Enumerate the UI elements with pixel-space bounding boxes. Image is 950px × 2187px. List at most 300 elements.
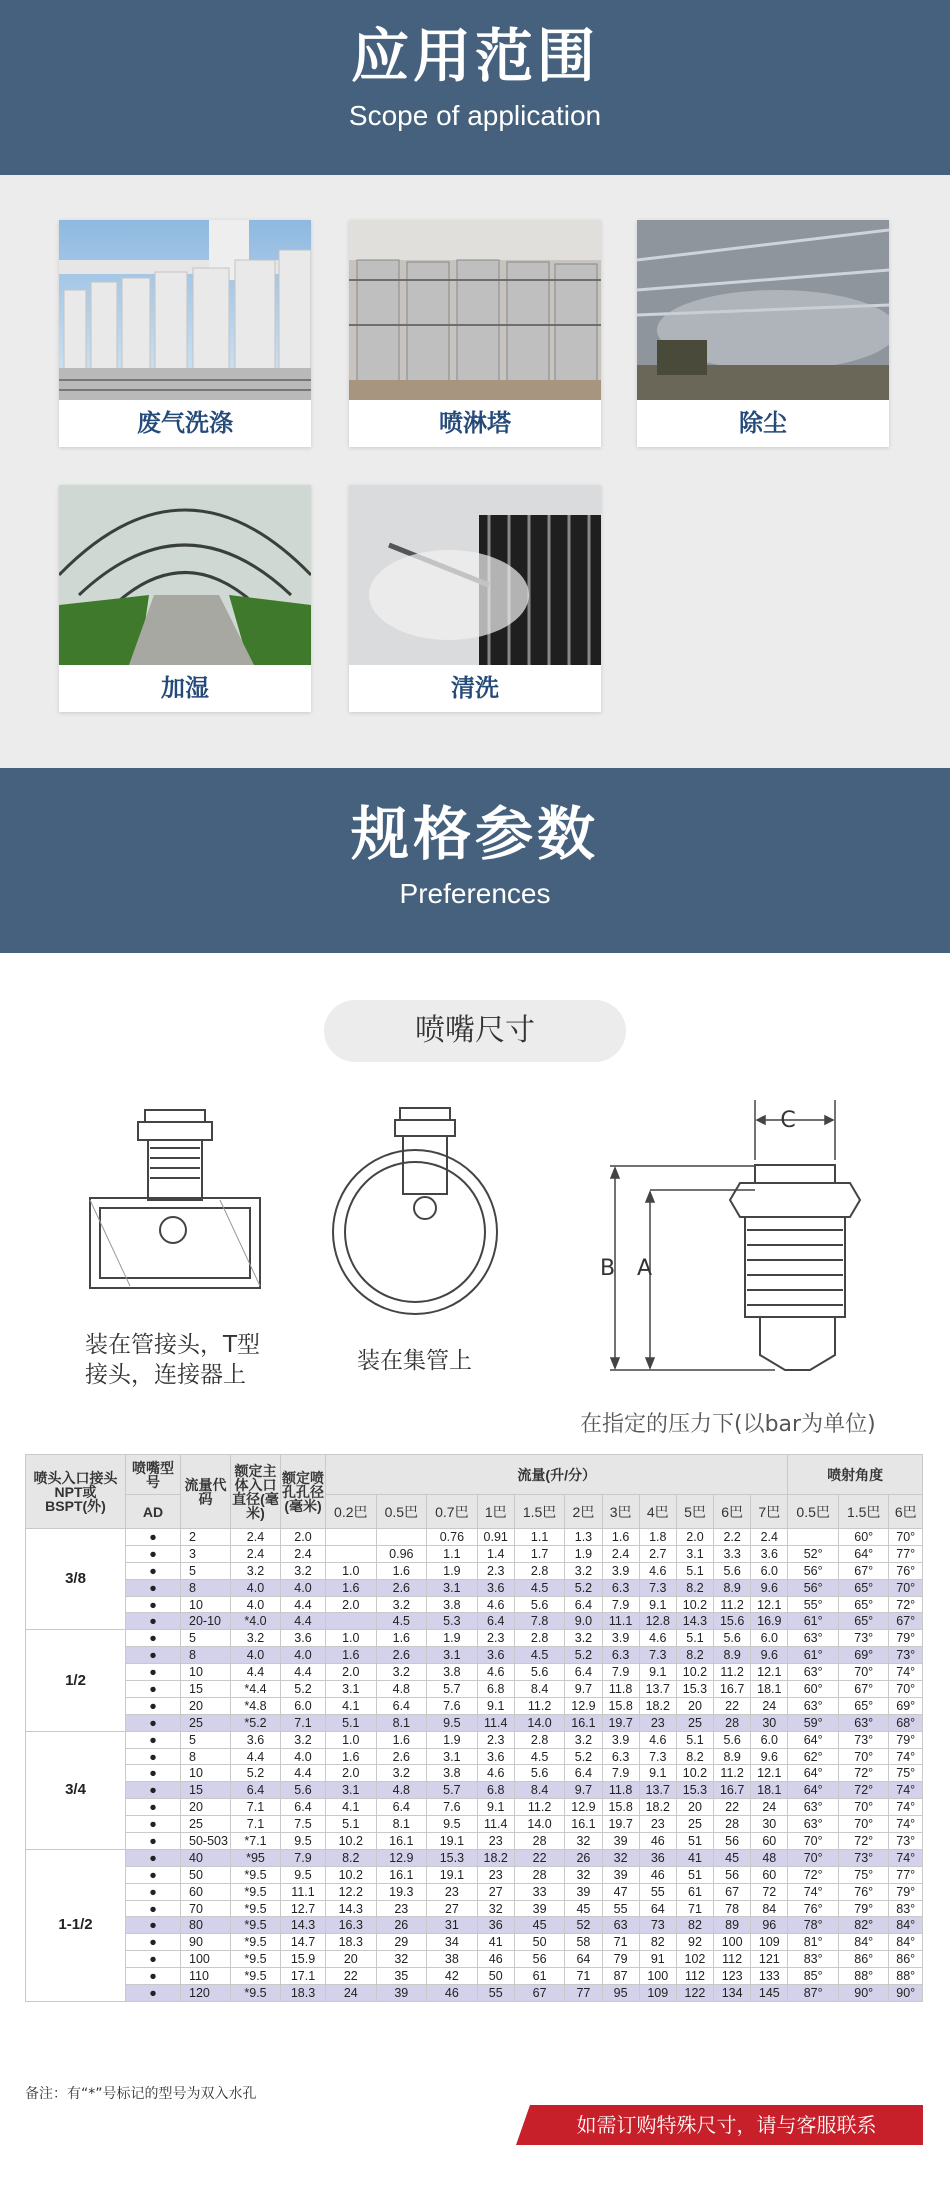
table-cell: ● bbox=[126, 1545, 181, 1562]
table-cell: 39 bbox=[602, 1833, 639, 1850]
dust-suppression-image bbox=[637, 220, 889, 400]
table-row bbox=[26, 1647, 923, 1664]
table-cell: 5.1 bbox=[676, 1630, 713, 1647]
table-row bbox=[26, 1681, 923, 1698]
table-row bbox=[26, 1697, 923, 1714]
table-cell: 76° bbox=[889, 1562, 923, 1579]
table-cell: *4.0 bbox=[231, 1613, 281, 1630]
table-cell: *9.5 bbox=[231, 1917, 281, 1934]
contact-service-banner[interactable]: 如需订购特殊尺寸，请与客服联系 bbox=[530, 2105, 923, 2145]
table-cell: 5 bbox=[181, 1562, 231, 1579]
table-cell: 23 bbox=[639, 1816, 676, 1833]
table-cell: 38 bbox=[427, 1951, 478, 1968]
table-cell: 9.1 bbox=[639, 1664, 676, 1681]
table-cell: 3.6 bbox=[231, 1731, 281, 1748]
table-cell: 2.4 bbox=[281, 1545, 326, 1562]
table-cell: *9.5 bbox=[231, 1866, 281, 1883]
table-cell: *9.5 bbox=[231, 1968, 281, 1985]
table-cell: 70° bbox=[788, 1833, 839, 1850]
table-cell: ● bbox=[126, 1866, 181, 1883]
table-cell: 11.8 bbox=[602, 1681, 639, 1698]
table-row bbox=[26, 1833, 923, 1850]
table-cell: 55° bbox=[788, 1596, 839, 1613]
table-cell: ● bbox=[126, 1816, 181, 1833]
table-cell: 3.6 bbox=[477, 1647, 514, 1664]
table-cell: 14.3 bbox=[676, 1613, 713, 1630]
inlet-size-cell: 1/2 bbox=[26, 1630, 126, 1731]
table-cell: 14.0 bbox=[514, 1714, 565, 1731]
table-cell: 84° bbox=[889, 1917, 923, 1934]
table-cell: *9.5 bbox=[231, 1883, 281, 1900]
table-cell: 72° bbox=[889, 1596, 923, 1613]
table-cell bbox=[788, 1529, 839, 1546]
table-cell: 23 bbox=[427, 1883, 478, 1900]
table-cell: 27 bbox=[477, 1883, 514, 1900]
table-cell: 15.9 bbox=[281, 1951, 326, 1968]
table-cell: 15.8 bbox=[602, 1799, 639, 1816]
scope-banner bbox=[0, 0, 950, 175]
table-cell: 41 bbox=[477, 1934, 514, 1951]
table-cell: 100 bbox=[714, 1934, 751, 1951]
table-cell: 6.4 bbox=[376, 1799, 427, 1816]
inlet-size-cell: 3/4 bbox=[26, 1731, 126, 1849]
table-cell: 74° bbox=[889, 1664, 923, 1681]
table-cell: 76° bbox=[788, 1900, 839, 1917]
pressure-header: 3巴 bbox=[602, 1495, 639, 1529]
table-cell: 2.3 bbox=[477, 1731, 514, 1748]
table-cell: 4.6 bbox=[639, 1630, 676, 1647]
table-cell: 6.4 bbox=[376, 1697, 427, 1714]
table-cell: 9.7 bbox=[565, 1681, 602, 1698]
orifice-header: 额定喷孔孔径(毫米) bbox=[281, 1455, 326, 1529]
pressure-header: 4巴 bbox=[639, 1495, 676, 1529]
application-label: 清洗 bbox=[451, 674, 499, 702]
table-cell: 64° bbox=[838, 1545, 889, 1562]
table-cell: 9.5 bbox=[281, 1833, 326, 1850]
table-cell: ● bbox=[126, 1630, 181, 1647]
table-cell: 70° bbox=[889, 1529, 923, 1546]
scrubber-towers-image bbox=[59, 220, 311, 400]
table-cell: *9.5 bbox=[231, 1900, 281, 1917]
table-cell: 41 bbox=[676, 1849, 713, 1866]
table-cell: 83° bbox=[889, 1900, 923, 1917]
table-cell: 13.7 bbox=[639, 1681, 676, 1698]
table-cell: ● bbox=[126, 1731, 181, 1748]
table-row bbox=[26, 1748, 923, 1765]
table-cell: 3.2 bbox=[231, 1630, 281, 1647]
table-cell: *5.2 bbox=[231, 1714, 281, 1731]
table-cell: 34 bbox=[427, 1934, 478, 1951]
table-cell: 4.5 bbox=[376, 1613, 427, 1630]
table-cell: 5.6 bbox=[514, 1765, 565, 1782]
table-cell: 1.4 bbox=[477, 1545, 514, 1562]
table-cell: 79° bbox=[889, 1883, 923, 1900]
table-cell: 11.1 bbox=[281, 1883, 326, 1900]
table-cell: 8.9 bbox=[714, 1647, 751, 1664]
table-cell: 63° bbox=[788, 1664, 839, 1681]
table-cell: 7.9 bbox=[602, 1664, 639, 1681]
table-cell: 65° bbox=[838, 1596, 889, 1613]
table-cell: 73° bbox=[838, 1731, 889, 1748]
table-cell: 25 bbox=[181, 1816, 231, 1833]
table-cell: 5.6 bbox=[714, 1630, 751, 1647]
scope-subtitle: Scope of application bbox=[348, 100, 602, 131]
table-cell: 3.1 bbox=[427, 1579, 478, 1596]
table-cell: 36 bbox=[477, 1917, 514, 1934]
table-cell: 70° bbox=[889, 1579, 923, 1596]
table-cell: 3.6 bbox=[477, 1579, 514, 1596]
tee-mount-diagram bbox=[70, 1080, 290, 1330]
pressure-unit-note: 在指定的压力下(以bar为单位) bbox=[580, 1412, 876, 1437]
table-cell: 7.1 bbox=[281, 1714, 326, 1731]
table-cell: 122 bbox=[676, 1985, 713, 2002]
table-cell: 8.4 bbox=[514, 1782, 565, 1799]
table-cell: 6.3 bbox=[602, 1579, 639, 1596]
table-cell: 58 bbox=[565, 1934, 602, 1951]
table-cell: 3.1 bbox=[326, 1681, 377, 1698]
table-cell: 5.1 bbox=[326, 1714, 377, 1731]
table-cell: 9.1 bbox=[639, 1765, 676, 1782]
table-cell: 46 bbox=[639, 1866, 676, 1883]
table-cell: 32 bbox=[565, 1833, 602, 1850]
table-cell: 10.2 bbox=[676, 1664, 713, 1681]
table-cell: 7.9 bbox=[281, 1849, 326, 1866]
table-cell: 40 bbox=[181, 1849, 231, 1866]
table-cell: 19.3 bbox=[376, 1883, 427, 1900]
table-cell: 4.4 bbox=[281, 1613, 326, 1630]
table-cell: 3.1 bbox=[326, 1782, 377, 1799]
table-cell: 74° bbox=[889, 1816, 923, 1833]
table-cell: 1.6 bbox=[326, 1647, 377, 1664]
table-cell: 2.4 bbox=[751, 1529, 788, 1546]
table-cell: 15.6 bbox=[714, 1613, 751, 1630]
table-cell: 15.3 bbox=[676, 1681, 713, 1698]
table-cell: 9.1 bbox=[477, 1697, 514, 1714]
table-cell: 2.8 bbox=[514, 1630, 565, 1647]
table-cell: 35 bbox=[376, 1968, 427, 1985]
table-cell: 9.5 bbox=[427, 1714, 478, 1731]
table-cell: 22 bbox=[714, 1697, 751, 1714]
table-cell: 16.1 bbox=[565, 1816, 602, 1833]
table-cell: 16.3 bbox=[326, 1917, 377, 1934]
table-cell: 5.6 bbox=[281, 1782, 326, 1799]
table-cell: 55 bbox=[639, 1883, 676, 1900]
table-cell: 10.2 bbox=[326, 1833, 377, 1850]
table-cell: *9.5 bbox=[231, 1951, 281, 1968]
pressure-header: 0.5巴 bbox=[376, 1495, 427, 1529]
table-cell: 24 bbox=[751, 1799, 788, 1816]
table-cell: 3.2 bbox=[376, 1765, 427, 1782]
table-cell: ● bbox=[126, 1833, 181, 1850]
table-cell: 2.6 bbox=[376, 1579, 427, 1596]
table-cell: 3.2 bbox=[376, 1664, 427, 1681]
table-cell: 16.7 bbox=[714, 1782, 751, 1799]
flow-header: 流量(升/分） bbox=[326, 1455, 788, 1495]
table-cell: 18.3 bbox=[326, 1934, 377, 1951]
table-cell: 6.0 bbox=[751, 1630, 788, 1647]
table-cell: 15 bbox=[181, 1782, 231, 1799]
dimensions-pill: 喷嘴尺寸 bbox=[324, 1000, 626, 1062]
table-cell: 81° bbox=[788, 1934, 839, 1951]
table-cell: 51 bbox=[676, 1866, 713, 1883]
table-cell: 6.4 bbox=[565, 1664, 602, 1681]
table-cell: *4.4 bbox=[231, 1681, 281, 1698]
table-cell: 4.1 bbox=[326, 1697, 377, 1714]
table-cell: 16.1 bbox=[376, 1833, 427, 1850]
table-cell: 70° bbox=[838, 1816, 889, 1833]
table-cell: 4.4 bbox=[281, 1765, 326, 1782]
table-cell: 11.2 bbox=[514, 1799, 565, 1816]
table-cell: 112 bbox=[714, 1951, 751, 1968]
table-cell: 7.3 bbox=[639, 1579, 676, 1596]
table-cell: 145 bbox=[751, 1985, 788, 2002]
table-cell: ● bbox=[126, 1985, 181, 2002]
table-cell: 63° bbox=[788, 1697, 839, 1714]
table-cell: 91 bbox=[639, 1951, 676, 1968]
table-cell: 10 bbox=[181, 1765, 231, 1782]
table-cell: 24 bbox=[751, 1697, 788, 1714]
table-row bbox=[26, 1579, 923, 1596]
table-cell: 84° bbox=[889, 1934, 923, 1951]
table-cell: 6.0 bbox=[751, 1562, 788, 1579]
table-cell: 14.7 bbox=[281, 1934, 326, 1951]
table-cell: 23 bbox=[477, 1833, 514, 1850]
table-cell: 32 bbox=[565, 1866, 602, 1883]
table-cell: 52° bbox=[788, 1545, 839, 1562]
table-cell: 1.9 bbox=[427, 1731, 478, 1748]
table-cell: 100 bbox=[181, 1951, 231, 1968]
table-cell: 10 bbox=[181, 1664, 231, 1681]
table-cell: 8.1 bbox=[376, 1816, 427, 1833]
table-cell: 28 bbox=[514, 1866, 565, 1883]
table-cell: 82 bbox=[676, 1917, 713, 1934]
pressure-header: 1巴 bbox=[477, 1495, 514, 1529]
table-cell: 28 bbox=[514, 1833, 565, 1850]
body-diameter-header: 额定主体入口直径(毫米) bbox=[231, 1455, 281, 1529]
table-cell: 80 bbox=[181, 1917, 231, 1934]
table-cell: *4.8 bbox=[231, 1697, 281, 1714]
table-cell: 2.4 bbox=[602, 1545, 639, 1562]
table-cell: 63° bbox=[788, 1799, 839, 1816]
table-cell: 19.1 bbox=[427, 1866, 478, 1883]
table-cell: 6.3 bbox=[602, 1647, 639, 1664]
table-cell: 20 bbox=[676, 1799, 713, 1816]
table-cell: 67 bbox=[514, 1985, 565, 2002]
table-cell: 77° bbox=[889, 1545, 923, 1562]
table-cell: 20-10 bbox=[181, 1613, 231, 1630]
table-cell: ● bbox=[126, 1900, 181, 1917]
table-cell: 8 bbox=[181, 1579, 231, 1596]
table-cell: 77 bbox=[565, 1985, 602, 2002]
table-cell: 9.6 bbox=[751, 1647, 788, 1664]
table-cell: 62° bbox=[788, 1748, 839, 1765]
table-cell: 4.5 bbox=[514, 1748, 565, 1765]
table-cell: 14.3 bbox=[281, 1917, 326, 1934]
table-cell: 7.5 bbox=[281, 1816, 326, 1833]
table-cell: ● bbox=[126, 1849, 181, 1866]
application-label: 喷淋塔 bbox=[439, 409, 511, 437]
table-cell: 3.2 bbox=[281, 1731, 326, 1748]
table-cell: 11.2 bbox=[714, 1765, 751, 1782]
table-cell: 7.1 bbox=[231, 1799, 281, 1816]
table-cell: 0.91 bbox=[477, 1529, 514, 1546]
table-cell: 75° bbox=[838, 1866, 889, 1883]
table-cell: 4.6 bbox=[477, 1664, 514, 1681]
table-cell: 90° bbox=[889, 1985, 923, 2002]
table-cell: 70° bbox=[838, 1748, 889, 1765]
table-cell: 6.4 bbox=[565, 1596, 602, 1613]
table-cell: 68° bbox=[889, 1714, 923, 1731]
table-cell: 100 bbox=[639, 1968, 676, 1985]
table-cell: 95 bbox=[602, 1985, 639, 2002]
table-row bbox=[26, 1765, 923, 1782]
table-cell: 92 bbox=[676, 1934, 713, 1951]
table-row bbox=[26, 1985, 923, 2002]
table-cell: 3.2 bbox=[565, 1562, 602, 1579]
table-cell: 45 bbox=[565, 1900, 602, 1917]
table-cell: 2.4 bbox=[231, 1545, 281, 1562]
table-cell: 88° bbox=[838, 1968, 889, 1985]
table-cell: 3.2 bbox=[281, 1562, 326, 1579]
table-row bbox=[26, 1816, 923, 1833]
table-cell: 26 bbox=[376, 1917, 427, 1934]
table-cell: 55 bbox=[602, 1900, 639, 1917]
table-cell: 9.0 bbox=[565, 1613, 602, 1630]
table-cell: *95 bbox=[231, 1849, 281, 1866]
table-cell: 76° bbox=[838, 1883, 889, 1900]
table-cell: 120 bbox=[181, 1985, 231, 2002]
table-cell: 17.1 bbox=[281, 1968, 326, 1985]
table-cell: 72 bbox=[751, 1883, 788, 1900]
table-cell: 123 bbox=[714, 1968, 751, 1985]
table-cell: 10 bbox=[181, 1596, 231, 1613]
table-cell: ● bbox=[126, 1934, 181, 1951]
table-cell: ● bbox=[126, 1562, 181, 1579]
table-cell: 109 bbox=[639, 1985, 676, 2002]
table-cell: ● bbox=[126, 1782, 181, 1799]
table-cell: 23 bbox=[376, 1900, 427, 1917]
table-cell: 5.2 bbox=[565, 1579, 602, 1596]
dim-b-label: B bbox=[600, 1256, 616, 1281]
table-row bbox=[26, 1951, 923, 1968]
table-cell: 60° bbox=[788, 1681, 839, 1698]
application-label: 加湿 bbox=[161, 674, 209, 702]
table-cell: 18.2 bbox=[477, 1849, 514, 1866]
table-row bbox=[26, 1529, 923, 1546]
table-cell: 72° bbox=[838, 1782, 889, 1799]
table-cell: 7.3 bbox=[639, 1748, 676, 1765]
table-cell: 10.2 bbox=[676, 1765, 713, 1782]
table-cell: 39 bbox=[376, 1985, 427, 2002]
table-cell: 56 bbox=[714, 1866, 751, 1883]
table-cell: ● bbox=[126, 1968, 181, 1985]
table-cell: 102 bbox=[676, 1951, 713, 1968]
table-cell: 88° bbox=[889, 1968, 923, 1985]
table-cell: 2.7 bbox=[639, 1545, 676, 1562]
table-cell: 15.8 bbox=[602, 1697, 639, 1714]
table-cell: 2.0 bbox=[326, 1765, 377, 1782]
footnote: 备注：有“*”号标记的型号为双入水孔 bbox=[25, 2086, 257, 2102]
table-cell: 2.6 bbox=[376, 1748, 427, 1765]
table-cell: 19.7 bbox=[602, 1816, 639, 1833]
application-card-scrubber bbox=[59, 220, 311, 447]
scope-title: 应用范围 bbox=[350, 22, 599, 90]
table-cell: 5.1 bbox=[326, 1816, 377, 1833]
greenhouse-humidification-image bbox=[59, 485, 311, 665]
table-cell: 1.0 bbox=[326, 1731, 377, 1748]
table-cell: 64 bbox=[639, 1900, 676, 1917]
table-cell: ● bbox=[126, 1596, 181, 1613]
table-cell: 4.6 bbox=[639, 1731, 676, 1748]
table-row bbox=[26, 1900, 923, 1917]
table-cell: ● bbox=[126, 1917, 181, 1934]
table-cell: ● bbox=[126, 1681, 181, 1698]
table-cell: 22 bbox=[326, 1968, 377, 1985]
table-cell: 20 bbox=[326, 1951, 377, 1968]
table-cell: 18.2 bbox=[639, 1697, 676, 1714]
table-cell: 64 bbox=[565, 1951, 602, 1968]
table-cell: 46 bbox=[427, 1985, 478, 2002]
model-header: 喷嘴型号 bbox=[126, 1455, 181, 1495]
table-cell: 9.5 bbox=[427, 1816, 478, 1833]
table-cell: ● bbox=[126, 1647, 181, 1664]
table-cell: 65° bbox=[838, 1697, 889, 1714]
table-cell: 4.0 bbox=[281, 1579, 326, 1596]
table-row bbox=[26, 1934, 923, 1951]
table-cell: 11.4 bbox=[477, 1714, 514, 1731]
table-cell: 5 bbox=[181, 1731, 231, 1748]
table-row bbox=[26, 1866, 923, 1883]
table-cell: 3 bbox=[181, 1545, 231, 1562]
table-cell: 56° bbox=[788, 1562, 839, 1579]
table-cell: 1.1 bbox=[427, 1545, 478, 1562]
pressure-header: 7巴 bbox=[751, 1495, 788, 1529]
table-cell: ● bbox=[126, 1529, 181, 1546]
table-cell: 86° bbox=[889, 1951, 923, 1968]
table-cell: 15.3 bbox=[676, 1782, 713, 1799]
pressure-header: 5巴 bbox=[676, 1495, 713, 1529]
table-cell: 12.9 bbox=[376, 1849, 427, 1866]
table-cell: 59° bbox=[788, 1714, 839, 1731]
table-cell: 3.3 bbox=[714, 1545, 751, 1562]
table-cell: 10.2 bbox=[326, 1866, 377, 1883]
table-cell: 2.0 bbox=[281, 1529, 326, 1546]
table-row bbox=[26, 1562, 923, 1579]
pressure-header: 1.5巴 bbox=[838, 1495, 889, 1529]
table-cell: 6.0 bbox=[281, 1697, 326, 1714]
table-cell: 13.7 bbox=[639, 1782, 676, 1799]
table-cell: 56 bbox=[714, 1833, 751, 1850]
table-cell: 3.1 bbox=[427, 1647, 478, 1664]
table-cell: 23 bbox=[477, 1866, 514, 1883]
table-cell: 32 bbox=[602, 1849, 639, 1866]
table-cell: 50 bbox=[181, 1866, 231, 1883]
table-cell: 8 bbox=[181, 1748, 231, 1765]
table-cell: 3.6 bbox=[281, 1630, 326, 1647]
application-label: 废气洗涤 bbox=[137, 409, 233, 437]
table-cell: 12.2 bbox=[326, 1883, 377, 1900]
table-cell: 25 bbox=[676, 1816, 713, 1833]
table-cell: 86° bbox=[838, 1951, 889, 1968]
table-cell: 14.0 bbox=[514, 1816, 565, 1833]
table-cell: 6.4 bbox=[281, 1799, 326, 1816]
table-cell: 28 bbox=[714, 1816, 751, 1833]
table-cell: 64° bbox=[788, 1782, 839, 1799]
table-cell: 9.5 bbox=[281, 1866, 326, 1883]
table-cell: 25 bbox=[181, 1714, 231, 1731]
table-cell: 12.1 bbox=[751, 1765, 788, 1782]
table-cell: 28 bbox=[714, 1714, 751, 1731]
